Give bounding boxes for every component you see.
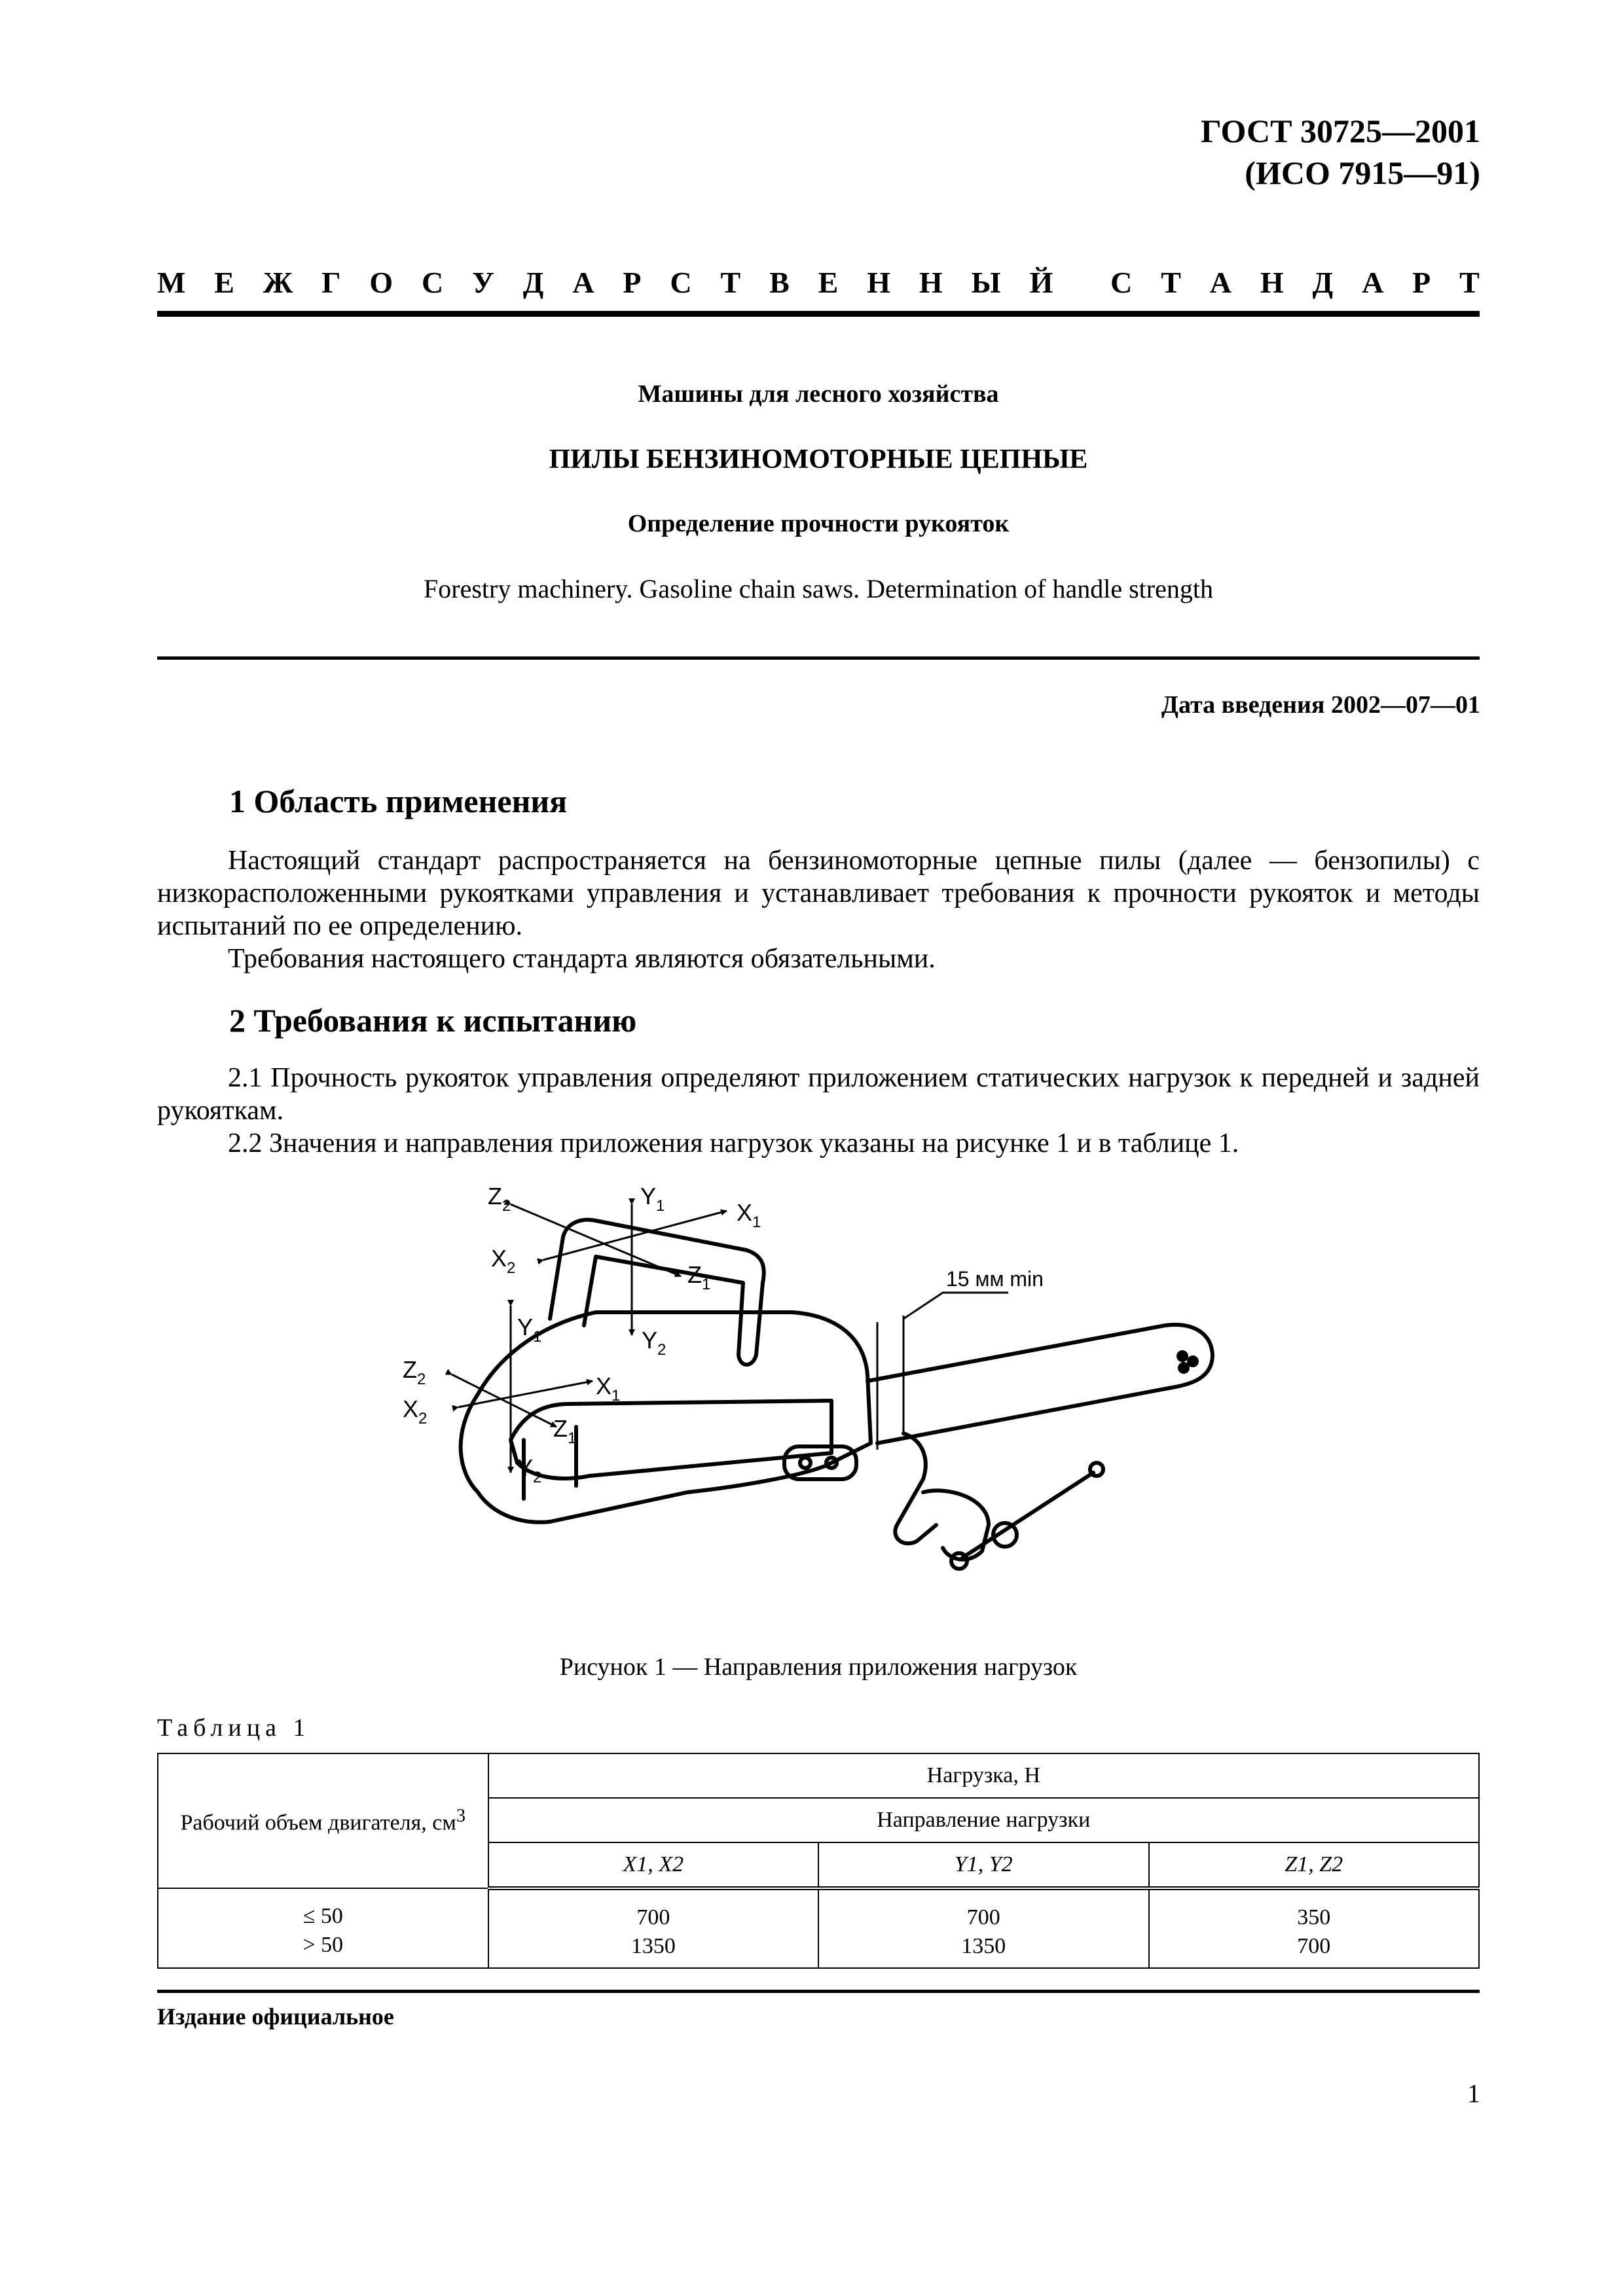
document-title: ПИЛЫ БЕНЗИНОМОТОРНЫЕ ЦЕПНЫЕ <box>549 444 1088 475</box>
z-load-cell <box>1149 1888 1479 1968</box>
band-letter: О <box>369 266 393 299</box>
chainsaw-load-diagram <box>380 1185 1244 1630</box>
vise-handle-end <box>1090 1463 1103 1476</box>
label-z2-front: $Z_2$ <box>488 1185 511 1215</box>
table-cell: 700 <box>636 1905 670 1929</box>
band-letter: Й <box>1029 266 1053 299</box>
label-x2-front: $X_2$ <box>491 1245 516 1277</box>
direction-z-header: Z1, Z2 <box>1149 1842 1479 1888</box>
label-y2-rear: $Y_2$ <box>517 1454 542 1486</box>
table-cell: 1350 <box>961 1934 1006 1958</box>
table-label: Таблица 1 <box>157 1714 311 1742</box>
section-2-paragraph-2 <box>157 1127 1480 1160</box>
band-letter: Т <box>1161 266 1181 299</box>
band-letter: У <box>472 266 494 299</box>
english-title: Forestry machinery. Gasoline chain saws. Determination of handle strength <box>424 574 1213 603</box>
band-letter: А <box>1362 266 1384 299</box>
band-letter: Р <box>623 266 642 299</box>
edition-note: Издание официальное <box>157 2003 394 2030</box>
band-letter: Г <box>321 266 341 299</box>
band-letter: Н <box>919 266 943 299</box>
label-y1-front: $Y_1$ <box>640 1185 665 1215</box>
section-1-heading: 1 Область применения <box>229 783 568 819</box>
bar-hole <box>1189 1357 1197 1365</box>
document-subtitle: Определение прочности рукояток <box>627 510 1010 537</box>
direction-y-header: Y1, Y2 <box>818 1842 1148 1888</box>
band-letter: Ж <box>263 266 293 299</box>
introduction-date: Дата введения 2002—07—01 <box>1161 691 1480 719</box>
band-letter: А <box>1209 266 1231 299</box>
band-letter: Н <box>1260 266 1284 299</box>
band-letter: Н <box>867 266 890 299</box>
band-letter: Р <box>1412 266 1431 299</box>
y-load-cell <box>818 1888 1148 1968</box>
label-y2-front: $Y_2$ <box>642 1327 666 1359</box>
band-letter: С <box>1110 266 1133 299</box>
bar-hole <box>1180 1364 1188 1372</box>
label-x2-rear: $X_2$ <box>403 1395 428 1427</box>
band-letter: А <box>572 266 594 299</box>
bar-hole <box>1178 1352 1186 1360</box>
figure-caption: Рисунок 1 — Направления приложения нагрузок <box>559 1653 1078 1681</box>
interstate-standard-band <box>157 265 1480 300</box>
direction-x-header: X1, X2 <box>488 1842 818 1888</box>
section-2-paragraph-2-text: 2.2 Значения и направления приложения нагрузок указаны на рисунке 1 и в таблице 1. <box>228 1128 1239 1158</box>
label-z2-rear: $Z_2$ <box>403 1356 426 1388</box>
iso-number: (ИСО 7915—91) <box>1245 154 1480 191</box>
section-2-paragraph-1 <box>157 1062 1480 1127</box>
volume-cell <box>158 1888 488 1968</box>
section-2-paragraph-1-text: 2.1 Прочность рукояток управления определяют приложением статических нагрузок к передней и задней рукояткам. <box>157 1063 1480 1126</box>
band-letter: Т <box>1459 266 1480 299</box>
section-1-paragraph-2-text: Требования настоящего стандарта являются обязательными. <box>228 944 936 974</box>
section-1-paragraph-1-text: Настоящий стандарт распространяется на бензиномоторные цепные пилы (далее — бензопилы) с низкорасположенными рукоятками управления и устанавливает требования к прочности рукояток и методы испытаний по ее определению. <box>157 846 1480 941</box>
standard-number-block <box>1201 110 1480 194</box>
table-cell: 1350 <box>630 1934 676 1958</box>
label-z1-rear: $Z_1$ <box>553 1415 577 1447</box>
band-letter: С <box>670 266 692 299</box>
table-cell: 700 <box>966 1905 1000 1929</box>
table-cell: > 50 <box>302 1933 344 1957</box>
header-rule <box>157 311 1480 317</box>
dimension-label: 15 мм min <box>946 1267 1044 1291</box>
vise-jaw <box>895 1433 936 1543</box>
axis-x1-front <box>543 1211 727 1260</box>
band-letter: Ы <box>971 266 1001 299</box>
band-letter: Е <box>818 266 839 299</box>
footer-rule <box>157 1990 1480 1993</box>
section-1-paragraph-1 <box>157 844 1480 942</box>
volume-header-sup: 3 <box>456 1806 466 1827</box>
title-rule <box>157 656 1480 660</box>
vise-handle <box>962 1473 1093 1558</box>
x-load-cell <box>488 1888 818 1968</box>
document-kind: Машины для лесного хозяйства <box>638 380 999 408</box>
page-number: 1 <box>1467 2079 1480 2108</box>
table-cell: 700 <box>1297 1934 1331 1958</box>
label-y1-rear: $Y_1$ <box>517 1314 542 1346</box>
plate-hole <box>800 1458 811 1468</box>
direction-header: Направление нагрузки <box>488 1798 1479 1842</box>
band-letter: С <box>422 266 444 299</box>
label-x1-front: $X_1$ <box>737 1199 761 1231</box>
dimension-leader <box>903 1293 1008 1319</box>
band-letter: Е <box>214 266 234 299</box>
table-cell: ≤ 50 <box>302 1904 343 1928</box>
load-header: Нагрузка, Н <box>488 1753 1479 1798</box>
section-2-heading: 2 Требования к испытанию <box>229 1002 637 1039</box>
band-letter: Д <box>1312 266 1334 299</box>
standard-number: ГОСТ 30725—2001 <box>1200 113 1480 149</box>
volume-header: Рабочий объем двигателя, $см^3$ <box>158 1753 488 1888</box>
chain-bar <box>867 1325 1213 1443</box>
table-cell: 350 <box>1297 1905 1331 1929</box>
band-letter: Д <box>522 266 544 299</box>
band-letter: Т <box>720 266 741 299</box>
band-letter: М <box>157 266 186 299</box>
section-1-paragraph-2 <box>157 942 1480 975</box>
band-letter: В <box>769 266 790 299</box>
label-x1-rear: $X_1$ <box>596 1372 621 1405</box>
load-table <box>157 1753 1480 1969</box>
label-z1-front: $Z_1$ <box>687 1261 711 1293</box>
